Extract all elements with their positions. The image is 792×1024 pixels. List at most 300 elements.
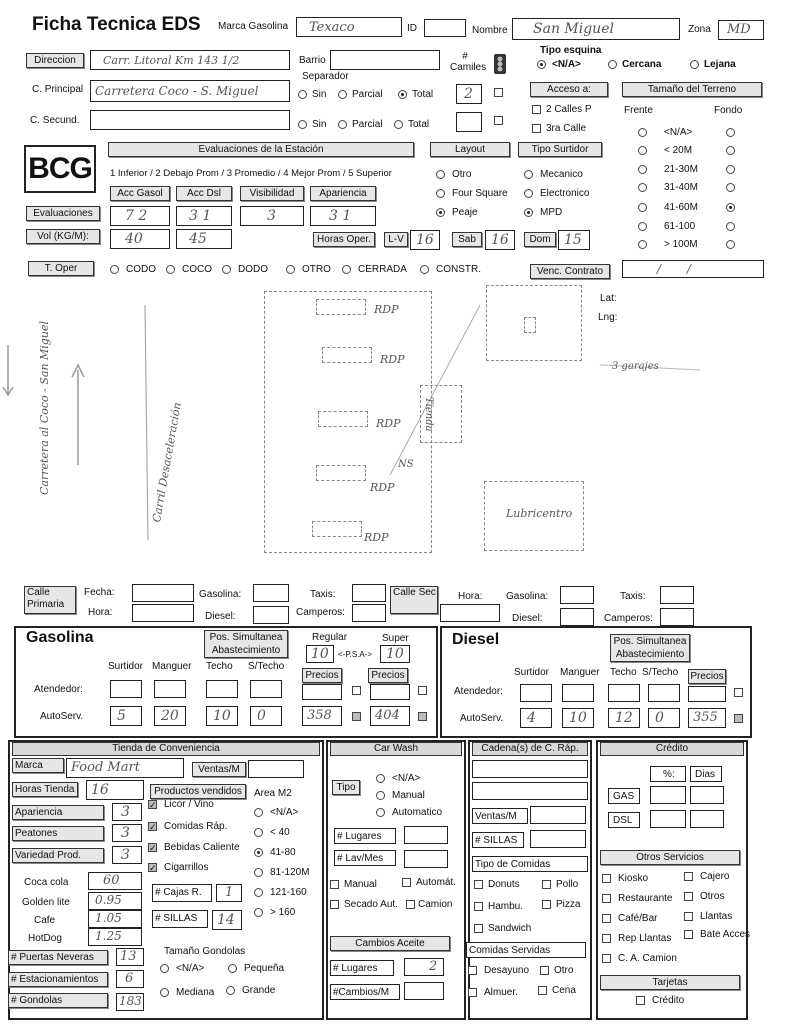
camiles-sec-field[interactable] xyxy=(456,112,482,132)
area-opt-2-radio[interactable] xyxy=(254,848,263,857)
area-opt-5-label: > 160 xyxy=(270,907,296,918)
cw-opt-secado-check[interactable] xyxy=(330,900,339,909)
layout-four-radio[interactable] xyxy=(436,189,445,198)
nombre-value: San Miguel xyxy=(533,21,614,37)
frente-opt-3-radio[interactable] xyxy=(638,183,647,192)
vol-gasol[interactable] xyxy=(110,229,170,249)
golden-field[interactable] xyxy=(88,892,142,910)
esquina-cercana-radio[interactable] xyxy=(608,60,617,69)
ns-label: NS xyxy=(398,459,414,470)
estac-value: 6 xyxy=(125,971,134,986)
otros-5-label: Llantas xyxy=(700,911,733,922)
cafe-value: 1.05 xyxy=(95,911,122,925)
lv-value: 16 xyxy=(416,232,434,248)
prod-2-label: Bebidas Caliente xyxy=(164,842,240,853)
cw-lavmes-field[interactable] xyxy=(404,850,448,868)
area-opt-0-label: <N/A> xyxy=(270,807,299,818)
gas-auto-0[interactable] xyxy=(110,706,142,726)
cadena-field-2[interactable] xyxy=(472,782,588,800)
area-opt-4-radio[interactable] xyxy=(254,888,263,897)
separador-label: Separador xyxy=(302,71,349,82)
acceso-2calles-check[interactable] xyxy=(532,105,541,114)
gondolas-value: 183 xyxy=(119,994,142,1008)
ventas-t-field[interactable] xyxy=(248,760,304,778)
cw-opt-auto: Automát. xyxy=(416,877,457,888)
gasolina-field-1[interactable] xyxy=(253,584,289,602)
gas-atend-2[interactable] xyxy=(206,680,238,698)
neveras-label: # Puertas Neveras xyxy=(8,950,108,965)
tarjetas-header: Tarjetas xyxy=(600,975,740,990)
venc-value: / / xyxy=(657,262,691,276)
servidas-label-box xyxy=(466,942,586,958)
tamano-opt-6-label: > 100M xyxy=(664,239,698,250)
zona-field[interactable] xyxy=(718,20,764,40)
gas-atend-0[interactable] xyxy=(110,680,142,698)
gas-atendedor-label: Atendedor: xyxy=(34,684,83,695)
otros-4-label: Café/Bar xyxy=(618,913,658,924)
otros-4-check[interactable] xyxy=(602,914,611,923)
variedad-value: 3 xyxy=(121,847,130,863)
cw-auto-label: Automatico xyxy=(392,807,443,818)
barrio-field[interactable] xyxy=(330,50,440,70)
frente-opt-5-radio[interactable] xyxy=(638,222,647,231)
site-sketch xyxy=(0,285,792,575)
dsl-dias-field[interactable] xyxy=(690,810,724,828)
camiles-check[interactable] xyxy=(494,88,503,97)
gas-auto-0-value: 5 xyxy=(117,708,126,724)
prod-0-check[interactable]: ✓ xyxy=(149,800,157,810)
cadena-field-1[interactable] xyxy=(472,760,588,778)
tamano-opt-1-label: < 20M xyxy=(664,145,693,156)
area-opt-0-radio[interactable] xyxy=(254,808,263,817)
gond-peq-radio[interactable] xyxy=(228,964,237,973)
dsl-auto-3[interactable] xyxy=(648,708,680,728)
surt-mecanico-radio[interactable] xyxy=(524,170,533,179)
gas-precio-reg[interactable] xyxy=(302,706,342,726)
fondo-opt-4-radio[interactable] xyxy=(726,203,735,212)
layout-otro-label: Otro xyxy=(452,169,472,180)
cadena-tipo-label-box xyxy=(472,856,588,872)
fondo-opt-0-radio[interactable] xyxy=(726,128,735,137)
tipo-esquina-label: Tipo esquina xyxy=(540,45,602,56)
cadena-header: Cadena(s) de C. Ráp. xyxy=(472,742,588,756)
apariencia-t-field[interactable] xyxy=(112,803,142,821)
prod-2-check[interactable]: ✓ xyxy=(149,843,157,853)
cw-lavmes-label: # Lav/Mes xyxy=(337,853,384,864)
eval-header: Evaluaciones de la Estación xyxy=(108,142,414,157)
gas-precio-sup-value: 404 xyxy=(375,708,400,723)
sec-parcial-radio[interactable] xyxy=(338,120,347,129)
horas-t-value: 16 xyxy=(91,782,109,798)
otros-5-check[interactable] xyxy=(684,912,693,921)
gas-precio-reg-check[interactable] xyxy=(352,712,361,721)
principal-field[interactable] xyxy=(90,80,290,102)
gas-precio-sup-atend-check[interactable] xyxy=(418,686,427,695)
acceso-3ra-check[interactable] xyxy=(532,124,541,133)
toper-opt-3-label: OTRO xyxy=(302,264,331,275)
dsl-auto-1[interactable] xyxy=(562,708,594,728)
tarj-credito-check[interactable] xyxy=(636,996,645,1005)
dom-field[interactable] xyxy=(558,230,590,250)
cw-opt-auto-check[interactable] xyxy=(402,878,411,887)
camperos-field-2[interactable] xyxy=(660,608,694,626)
toper-opt-3-radio[interactable] xyxy=(286,265,295,274)
cw-na-radio[interactable] xyxy=(376,774,385,783)
sep-total-label: Total xyxy=(412,89,434,100)
otro-comida-check[interactable] xyxy=(540,966,549,975)
surt-electronico-radio[interactable] xyxy=(524,189,533,198)
gas-auto-1[interactable] xyxy=(154,706,186,726)
variedad-field[interactable] xyxy=(112,846,142,864)
frente-opt-2-radio[interactable] xyxy=(638,165,647,174)
eval-visibilidad-value: 3 xyxy=(267,208,276,224)
toper-opt-5-radio[interactable] xyxy=(420,265,429,274)
sep-parcial-radio[interactable] xyxy=(338,90,347,99)
otros-1-check[interactable] xyxy=(684,872,693,881)
gond-med-radio[interactable] xyxy=(160,988,169,997)
dsl-atend-0[interactable] xyxy=(520,684,552,702)
fondo-opt-3-radio[interactable] xyxy=(726,183,735,192)
ca-mes-field[interactable] xyxy=(404,982,444,1000)
lat-label: Lat: xyxy=(600,293,617,304)
principal-label: C. Principal xyxy=(32,84,84,95)
dsl-pos-label: Pos. Simultanea Abastecimiento xyxy=(610,634,690,662)
pollo-label: Pollo xyxy=(556,879,579,890)
pizza-check[interactable] xyxy=(542,900,551,909)
ca-mes-label-box xyxy=(330,984,400,1000)
principal-value: Carretera Coco - S. Miguel xyxy=(95,84,259,98)
dsl-auto-3-value: 0 xyxy=(655,710,664,726)
gas-precio-reg-value: 358 xyxy=(307,708,332,723)
psa-label: <-P.S.A-> xyxy=(338,650,373,659)
cadena-sillas-field[interactable] xyxy=(530,830,586,848)
diesel-title: Diesel xyxy=(452,631,500,648)
regular-label: Regular xyxy=(312,632,348,643)
coca-field[interactable] xyxy=(88,872,142,890)
gas-dias-field[interactable] xyxy=(690,786,724,804)
eval-apariencia[interactable] xyxy=(310,206,376,226)
otros-2-label: Restaurante xyxy=(618,893,673,904)
area-opt-2-label: 41-80 xyxy=(270,847,296,858)
sab-label: Sab xyxy=(452,232,482,247)
direccion-field[interactable] xyxy=(90,50,290,70)
sep-sin-radio[interactable] xyxy=(298,90,307,99)
regular-psa-field[interactable] xyxy=(306,645,334,663)
peatones-field[interactable] xyxy=(112,824,142,842)
cadena-ventas-field[interactable] xyxy=(530,806,586,824)
surt-mpd-radio[interactable] xyxy=(524,208,533,217)
cadena-ventas-label-box xyxy=(472,808,528,824)
marca-field[interactable] xyxy=(296,17,402,37)
fondo-opt-6-radio[interactable] xyxy=(726,240,735,249)
cadena-sillas-label: # SILLAS xyxy=(475,835,518,846)
gas-col-stecho: S/Techo xyxy=(248,661,285,672)
cw-opt-manual-check[interactable] xyxy=(330,880,339,889)
venc-label: Venc. Contrato xyxy=(530,264,610,279)
dsl-auto-2-value: 12 xyxy=(615,710,633,726)
dsl-precios: Precios xyxy=(688,669,726,684)
layout-header: Layout xyxy=(430,142,510,157)
eval-visibilidad[interactable] xyxy=(240,206,304,226)
layout-otro-radio[interactable] xyxy=(436,170,445,179)
dsl-precio-value: 355 xyxy=(693,710,718,725)
camiles-value: 2 xyxy=(464,86,473,102)
dsl-precio-atend[interactable] xyxy=(688,686,726,702)
esquina-na-radio[interactable] xyxy=(537,60,546,69)
area-opt-5-radio[interactable] xyxy=(254,908,263,917)
otros-7-label: Bate Acces xyxy=(700,929,751,940)
marca-t-field[interactable] xyxy=(66,758,184,778)
gondolas-field[interactable] xyxy=(116,993,144,1011)
toper-opt-2-radio[interactable] xyxy=(222,265,231,274)
gond-grande-radio[interactable] xyxy=(226,986,235,995)
frente-opt-4-radio[interactable] xyxy=(638,203,647,212)
sec-sin-radio[interactable] xyxy=(298,120,307,129)
cw-opt-manual: Manual xyxy=(344,879,377,890)
sandwich-check[interactable] xyxy=(474,924,483,933)
toper-opt-4-radio[interactable] xyxy=(342,265,351,274)
otros-0-check[interactable] xyxy=(602,874,611,883)
sillas-t-label: # SILLAS xyxy=(155,913,198,924)
fondo-opt-5-radio[interactable] xyxy=(726,222,735,231)
cena-check[interactable] xyxy=(538,986,547,995)
vol-dsl[interactable] xyxy=(176,229,232,249)
area-opt-1-radio[interactable] xyxy=(254,828,263,837)
taxis-field-1[interactable] xyxy=(352,584,386,602)
gas-precio-sup-check[interactable] xyxy=(418,712,427,721)
desayuno-check[interactable] xyxy=(468,966,477,975)
otros-8-check[interactable] xyxy=(602,954,611,963)
camperos-field-1[interactable] xyxy=(352,604,386,622)
prod-1-check[interactable]: ✓ xyxy=(149,822,157,832)
esquina-lejana-radio[interactable] xyxy=(690,60,699,69)
almuer-check[interactable] xyxy=(468,988,477,997)
col-acc-dsl: Acc Dsl xyxy=(176,186,232,201)
direccion-label: Direccion xyxy=(26,53,84,68)
gas-auto-1-value: 20 xyxy=(161,708,179,724)
cw-tipo-label: Tipo xyxy=(332,780,360,795)
gas-pct-field[interactable] xyxy=(650,786,686,804)
donuts-check[interactable] xyxy=(474,880,483,889)
estac-field[interactable] xyxy=(116,970,144,988)
tamano-opt-5-label: 61-100 xyxy=(664,221,696,232)
toper-opt-1-radio[interactable] xyxy=(166,265,175,274)
zona-label: Zona xyxy=(688,24,711,35)
dsl-precio-check[interactable] xyxy=(734,714,743,723)
golden-value: 0.95 xyxy=(95,893,122,907)
otros-7-check[interactable] xyxy=(684,930,693,939)
almuer-label: Almuer. xyxy=(484,987,518,998)
dsl-auto-2[interactable] xyxy=(608,708,640,728)
otros-servicios-header: Otros Servicios xyxy=(600,850,740,865)
cajas-value: 1 xyxy=(225,885,234,900)
hora-field-1[interactable] xyxy=(132,604,194,622)
super-label: Super xyxy=(382,633,409,644)
frente-opt-1-radio[interactable] xyxy=(638,146,647,155)
ca-lugares-field[interactable] xyxy=(404,958,444,976)
hora-label-2: Hora: xyxy=(458,591,483,602)
gas-precio-sup-atend[interactable] xyxy=(370,684,410,700)
otros-2-check[interactable] xyxy=(602,894,611,903)
hora-field-2[interactable] xyxy=(440,604,500,622)
carwash-header: Car Wash xyxy=(330,742,462,756)
cw-na-label: <N/A> xyxy=(392,773,421,784)
gas-precio-reg-atend-check[interactable] xyxy=(352,686,361,695)
dsl-atend-1[interactable] xyxy=(562,684,594,702)
servidas-label: Comidas Servidas xyxy=(469,945,551,956)
sillas-t-value: 14 xyxy=(217,912,235,928)
sab-field[interactable] xyxy=(485,230,515,250)
lv-field[interactable] xyxy=(410,230,440,250)
camiles-field[interactable] xyxy=(456,84,482,104)
tienda-label: Tienda xyxy=(423,397,434,432)
fondo-opt-2-radio[interactable] xyxy=(726,165,735,174)
cw-opt-camion-check[interactable] xyxy=(406,900,415,909)
tam-gond-label: Tamaño Gondolas xyxy=(164,946,246,957)
taxis-field-2[interactable] xyxy=(660,586,694,604)
tamano-opt-2-label: 21-30M xyxy=(664,164,698,175)
gas-auto-2-value: 10 xyxy=(213,708,231,724)
gas-precios-2: Precios xyxy=(368,668,408,683)
gasolina-label-2: Gasolina: xyxy=(506,591,549,602)
gas-precio-sup[interactable] xyxy=(370,706,410,726)
gond-na-radio[interactable] xyxy=(160,964,169,973)
marca-value: Texaco xyxy=(309,20,355,35)
fondo-label: Fondo xyxy=(714,105,743,116)
area-opt-3-radio[interactable] xyxy=(254,868,263,877)
gas-col-surtidor: Surtidor xyxy=(108,661,144,672)
cw-auto-radio[interactable] xyxy=(376,808,385,817)
gas-atend-3[interactable] xyxy=(250,680,282,698)
hambu-label: Hambu. xyxy=(488,901,524,912)
cadena-tipo-label: Tipo de Comidas xyxy=(475,859,551,870)
gas-precio-reg-atend[interactable] xyxy=(302,684,342,700)
dsl-pct-field[interactable] xyxy=(650,810,686,828)
cw-lugares-label-box xyxy=(334,828,396,844)
cw-lugares-field[interactable] xyxy=(404,826,448,844)
pollo-check[interactable] xyxy=(542,880,551,889)
estac-label: # Estacionamientos xyxy=(8,972,108,987)
rdp-label-3: RDP xyxy=(376,417,401,430)
frente-opt-0-radio[interactable] xyxy=(638,128,647,137)
dsl-atend-3[interactable] xyxy=(648,684,680,702)
dsl-precio-atend-check[interactable] xyxy=(734,688,743,697)
credito-header: Crédito xyxy=(600,742,744,756)
gond-na-label: <N/A> xyxy=(176,963,205,974)
secund-field[interactable] xyxy=(90,110,290,130)
otros-6-label: Rep Llantas xyxy=(618,933,672,944)
frente-label: Frente xyxy=(624,105,653,116)
dias-label: Dias xyxy=(695,769,716,780)
dsl-precio[interactable] xyxy=(688,708,726,728)
island-3 xyxy=(318,411,368,427)
hambu-check[interactable] xyxy=(474,902,483,911)
gas-cred-label-box xyxy=(608,788,640,804)
cadena-ventas-label: Ventas/M xyxy=(475,811,517,822)
dom-label: Dom xyxy=(524,232,556,247)
gas-auto-2[interactable] xyxy=(206,706,238,726)
dsl-cred-label: DSL xyxy=(613,815,633,826)
dsl-atend-2[interactable] xyxy=(608,684,640,702)
sillas-t-label-box xyxy=(152,910,208,928)
horas-t-field[interactable] xyxy=(86,780,144,800)
sep-sin-label: Sin xyxy=(312,89,327,100)
dsl-col-techo: Techo xyxy=(610,667,637,678)
gas-col-manguer: Manguer xyxy=(152,661,192,672)
neveras-field[interactable] xyxy=(116,948,144,966)
super-psa-field[interactable] xyxy=(380,645,410,663)
dsl-auto-0[interactable] xyxy=(520,708,552,728)
col-visibilidad: Visibilidad xyxy=(240,186,304,201)
col-apariencia: Apariencia xyxy=(310,186,376,201)
eval-acc-gasol[interactable] xyxy=(110,206,170,226)
tamano-opt-0-label: <N/A> xyxy=(664,127,693,138)
prod-3-check[interactable]: ✓ xyxy=(149,863,157,873)
ventas-t-label: Ventas/M xyxy=(192,762,246,777)
area-opt-4-label: 121-160 xyxy=(270,887,307,898)
surt-mpd-label: MPD xyxy=(540,207,563,218)
toper-opt-1-label: COCO xyxy=(182,264,212,275)
camiles-sec-check[interactable] xyxy=(494,116,503,125)
otros-6-check[interactable] xyxy=(602,934,611,943)
marca-t-value: Food Mart xyxy=(71,760,140,775)
cw-manual-radio[interactable] xyxy=(376,791,385,800)
nombre-field[interactable] xyxy=(512,18,680,40)
cambios-header: Cambios Aceite xyxy=(330,936,450,951)
venc-field[interactable] xyxy=(622,260,764,278)
cw-opt-camion: Camion xyxy=(418,899,453,910)
fecha-field-1[interactable] xyxy=(132,584,194,602)
gas-atend-1[interactable] xyxy=(154,680,186,698)
sillas-t-field[interactable] xyxy=(212,910,242,930)
gasolina-field-2[interactable] xyxy=(560,586,594,604)
regular-psa-value: 10 xyxy=(311,646,329,662)
tamano-opt-3-label: 31-40M xyxy=(664,182,698,193)
sep-total-radio[interactable] xyxy=(398,90,407,99)
diesel-field-2[interactable] xyxy=(560,608,594,626)
area-opt-1-label: < 40 xyxy=(270,827,290,838)
gond-grande-label: Grande xyxy=(242,985,276,996)
fondo-opt-1-radio[interactable] xyxy=(726,146,735,155)
calle-primaria-label: Calle Primaria xyxy=(24,586,76,614)
frente-opt-6-radio[interactable] xyxy=(638,240,647,249)
eval-acc-dsl[interactable] xyxy=(176,206,232,226)
id-field[interactable] xyxy=(424,19,466,37)
eval-acc-gasol-value: 7 2 xyxy=(125,208,148,224)
cajas-field[interactable] xyxy=(216,884,242,902)
pizza-label: Pizza xyxy=(556,899,581,910)
toper-opt-2-label: DODO xyxy=(238,264,268,275)
toper-opt-0-radio[interactable] xyxy=(110,265,119,274)
toper-opt-4-label: CERRADA xyxy=(358,264,407,275)
toper-opt-5-label: CONSTR. xyxy=(436,264,481,275)
hotdog-field[interactable] xyxy=(88,928,142,946)
diesel-field-1[interactable] xyxy=(253,606,289,624)
desayuno-label: Desayuno xyxy=(484,965,530,976)
productos-label: Productos vendidos xyxy=(150,784,246,799)
gas-auto-3[interactable] xyxy=(250,706,282,726)
layout-peaje-radio[interactable] xyxy=(436,208,445,217)
surtidor-header: Tipo Surtidor xyxy=(518,142,602,157)
camperos-label-1: Camperos: xyxy=(296,607,345,618)
rdp-label-5: RDP xyxy=(364,531,389,544)
otros-3-check[interactable] xyxy=(684,892,693,901)
secund-label: C. Secund. xyxy=(30,115,80,126)
cw-opt-secado: Secado Aut. xyxy=(344,899,398,910)
cafe-field[interactable] xyxy=(88,910,142,928)
gasolina-title: Gasolina xyxy=(26,629,94,646)
sec-total-radio[interactable] xyxy=(394,120,403,129)
